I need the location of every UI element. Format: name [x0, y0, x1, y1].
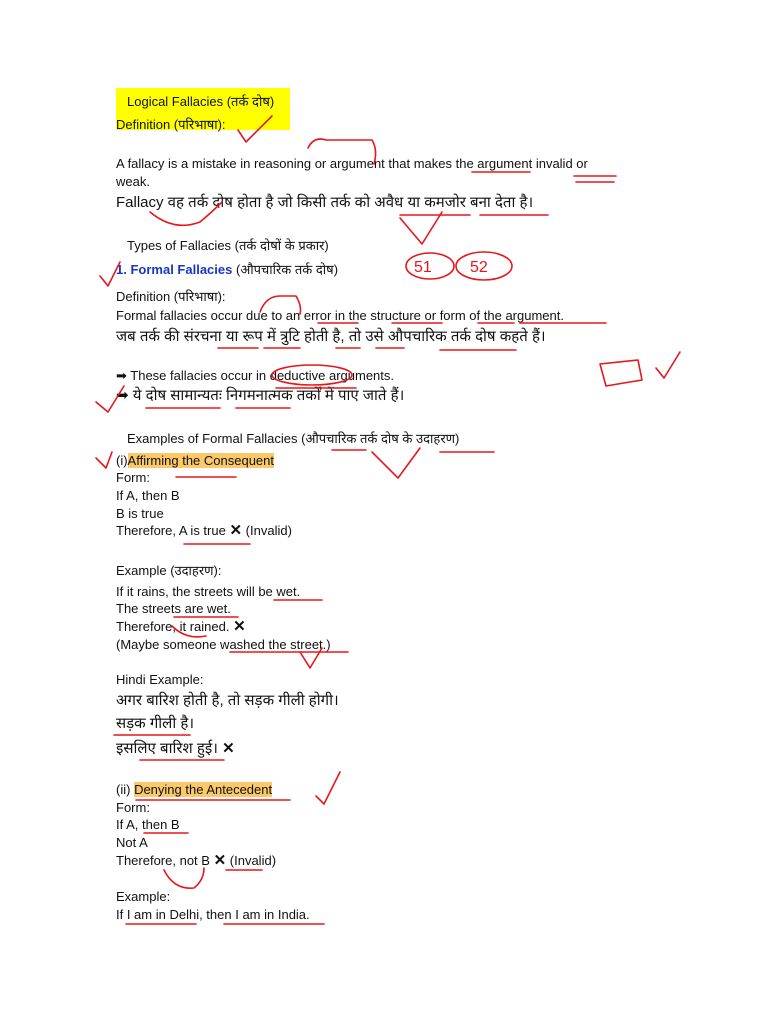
- definition-label: Definition (परिभाषा):: [116, 117, 226, 132]
- hindi-example-3: [116, 739, 235, 759]
- affirming-example-label: Example (उदाहरण):: [116, 563, 222, 578]
- tick-mark: [316, 772, 340, 804]
- tick-mark: [400, 212, 442, 244]
- denying-heading: [116, 781, 272, 798]
- formal-hindi: (औपचारिक तर्क दोष): [235, 262, 339, 277]
- affirming-example-2: The streets are wet.: [116, 601, 231, 616]
- affirming-prefix: (i): [116, 453, 128, 468]
- denying-form-line-1: If A, then B: [116, 817, 180, 832]
- denying-name: Denying the Antecedent: [134, 782, 273, 797]
- formal-definition-en: Formal fallacies occur due to an error in the structure or form of the argument.: [116, 308, 564, 323]
- annotation-number-51: 51: [414, 259, 432, 276]
- fallacy-definition-en: A fallacy is a mistake in reasoning or argument that makes the argument invalid or: [116, 156, 588, 171]
- affirming-example-1: If it rains, the streets will be wet.: [116, 584, 301, 599]
- affirming-example-3: [116, 618, 246, 635]
- page-title: Logical Fallacies (तर्क दोष): [127, 94, 275, 109]
- hindi-example-label: Hindi Example:: [116, 672, 204, 687]
- denying-example-1: If I am in Delhi, then I am in India.: [116, 907, 310, 922]
- formal-note-en: ➡ These fallacies occur in deductive arguments.: [116, 368, 395, 383]
- affirming-heading: [116, 452, 274, 469]
- pen-circle: [456, 252, 512, 280]
- hindi-example-1: अगर बारिश होती है, तो सड़क गीली होगी।: [116, 692, 339, 709]
- hindi-example-conclusion: इसलिए बारिश हुई।: [116, 740, 218, 757]
- formal-number: 1.: [116, 262, 127, 277]
- formal-name: Formal Fallacies: [130, 262, 233, 277]
- pen-box: [600, 360, 642, 386]
- tick-mark: [96, 452, 112, 468]
- affirming-conclusion: Therefore, A is true: [116, 523, 226, 538]
- cross-mark-icon: ✕: [233, 618, 246, 635]
- tick-mark: [656, 352, 680, 378]
- denying-conclusion: Therefore, not B: [116, 853, 210, 868]
- denying-prefix: (ii): [116, 782, 131, 797]
- denying-form-line-2: Not A: [116, 835, 148, 850]
- tick-mark: [372, 448, 420, 478]
- fallacy-definition-en-cont: weak.: [116, 174, 150, 189]
- formal-definition-hi: जब तर्क की संरचना या रूप में त्रुटि होती है, तो उसे औपचारिक तर्क दोष कहते हैं।: [116, 328, 546, 345]
- affirming-example-4: (Maybe someone washed the street.): [116, 637, 331, 652]
- pen-circle: [406, 253, 454, 279]
- formal-note-hi: ➡ ये दोष सामान्यतः निगमनात्मक तर्कों में पाए जाते हैं।: [116, 387, 405, 404]
- denying-form-label: Form:: [116, 800, 150, 815]
- invalid-label: (Invalid): [245, 523, 292, 538]
- cross-mark-icon: ✕: [213, 852, 227, 869]
- affirming-name: Affirming the Consequent: [127, 453, 275, 468]
- affirming-form-line-3: [116, 522, 292, 539]
- cross-mark-icon: ✕: [229, 522, 243, 539]
- pen-loop: [164, 868, 204, 888]
- denying-form-line-3: [116, 852, 276, 869]
- affirming-form-label: Form:: [116, 470, 150, 485]
- denying-example-label: Example:: [116, 889, 171, 904]
- annotation-number-52: 52: [470, 259, 488, 276]
- invalid-label: (Invalid): [229, 853, 277, 868]
- types-heading: Types of Fallacies (तर्क दोषों के प्रकार): [127, 238, 329, 253]
- formal-fallacies-heading: [116, 261, 338, 278]
- fallacy-definition-hi: Fallacy वह तर्क दोष होता है जो किसी तर्क को अवैध या कमजोर बना देता है।: [116, 194, 534, 211]
- affirming-form-line-2: B is true: [116, 506, 164, 521]
- examples-heading: Examples of Formal Fallacies (औपचारिक तर्क दोष के उदाहरण): [127, 431, 460, 446]
- formal-definition-label: Definition (परिभाषा):: [116, 289, 226, 304]
- cross-mark-icon: ✕: [222, 740, 235, 757]
- affirming-example-conclusion: Therefore, it rained.: [116, 619, 230, 634]
- hindi-example-2: सड़क गीली है।: [116, 715, 195, 732]
- affirming-form-line-1: If A, then B: [116, 488, 180, 503]
